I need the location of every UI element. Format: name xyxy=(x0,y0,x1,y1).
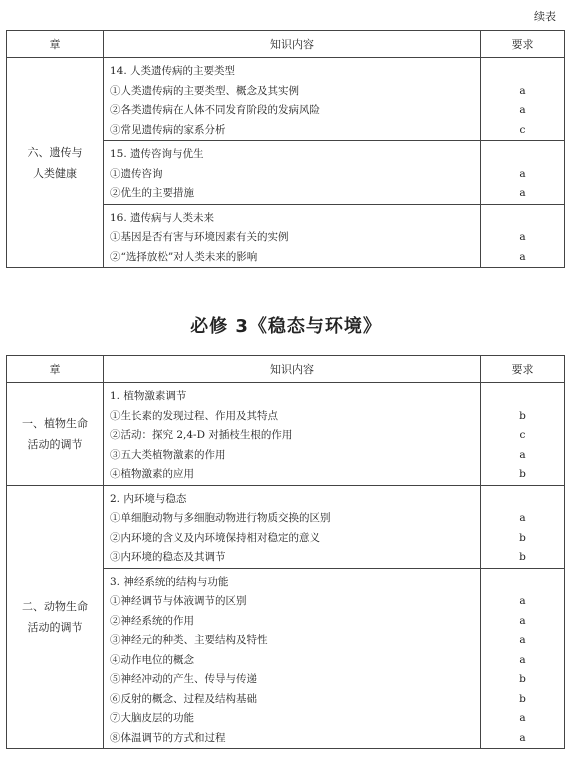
requirement-level: a xyxy=(519,448,526,461)
content-item: ③常见遗传病的家系分析 xyxy=(110,123,226,136)
requirement-cell xyxy=(481,383,565,486)
header-chapter: 章 xyxy=(7,356,104,383)
content-item: ⑤神经冲动的产生、传导与传递 xyxy=(110,673,257,685)
requirement-level: a xyxy=(519,187,526,199)
requirement-level: a xyxy=(519,104,526,116)
content-item: ④动作电位的概念 xyxy=(110,653,194,666)
requirement-level: a xyxy=(519,231,526,243)
requirement-level: a xyxy=(519,84,526,97)
requirement-cell xyxy=(481,485,565,568)
content-cell xyxy=(104,485,481,568)
header-requirement: 要求 xyxy=(481,31,565,58)
requirement-cell xyxy=(481,58,565,141)
group-title: 1. 植物激素调节 xyxy=(110,390,187,402)
chapter-cell xyxy=(7,58,104,268)
requirement-level: a xyxy=(519,250,526,263)
requirement-level: a xyxy=(519,712,526,724)
header-content: 知识内容 xyxy=(104,356,481,383)
content-item: ①生长素的发现过程、作用及其特点 xyxy=(110,409,278,422)
content-cell xyxy=(104,141,481,205)
requirement-level: a xyxy=(519,634,526,646)
content-item: ①人类遗传病的主要类型、概念及其实例 xyxy=(110,84,299,97)
requirement-level: a xyxy=(519,653,526,666)
chapter-name-line2: 活动的调节 xyxy=(27,620,83,634)
table-header-row xyxy=(7,31,565,58)
content-item: ③内环境的稳态及其调节 xyxy=(110,551,226,563)
group-title: 3. 神经系统的结构与功能 xyxy=(110,575,229,588)
table-row xyxy=(7,485,565,568)
content-item: ①神经调节与体液调节的区别 xyxy=(110,595,247,607)
content-item: ②活动：探究 2,4-D 对插枝生根的作用 xyxy=(110,429,293,441)
requirement-level: b xyxy=(519,531,526,544)
chapter-name-line2: 活动的调节 xyxy=(27,437,83,451)
table-heredity-health xyxy=(6,30,565,268)
chapter-cell xyxy=(7,485,104,749)
requirement-level: b xyxy=(519,692,526,705)
continued-label: 续表 xyxy=(534,10,556,23)
requirement-level: a xyxy=(519,512,526,524)
content-cell xyxy=(104,204,481,268)
requirement-level: a xyxy=(519,167,526,180)
requirement-level: c xyxy=(519,429,526,441)
requirement-level: b xyxy=(519,551,526,563)
chapter-name-line1: 二、动物生命 xyxy=(22,599,88,613)
content-item: ③五大类植物激素的作用 xyxy=(110,448,226,461)
header-requirement: 要求 xyxy=(481,356,565,383)
content-item: ①单细胞动物与多细胞动物进行物质交换的区别 xyxy=(110,512,331,524)
content-item: ②各类遗传病在人体不同发育阶段的发病风险 xyxy=(110,104,320,116)
content-item: ②神经系统的作用 xyxy=(110,614,194,627)
content-item: ②优生的主要措施 xyxy=(110,187,194,199)
content-cell xyxy=(104,568,481,749)
group-title: 15. 遗传咨询与优生 xyxy=(110,148,204,160)
requirement-level: b xyxy=(519,468,526,480)
content-item: ⑦大脑皮层的功能 xyxy=(110,712,194,724)
requirement-level: c xyxy=(519,123,526,136)
group-title: 16. 遗传病与人类未来 xyxy=(110,211,215,224)
requirement-cell xyxy=(481,568,565,749)
content-item: ①基因是否有害与环境因素有关的实例 xyxy=(110,231,289,243)
content-item: ②“选择放松”对人类未来的影响 xyxy=(110,250,258,263)
table-row xyxy=(7,383,565,486)
content-item: ②内环境的含义及内环境保持相对稳定的意义 xyxy=(110,531,320,544)
chapter-name-line1: 六、遗传与 xyxy=(27,145,83,159)
requirement-level: b xyxy=(519,409,526,422)
requirement-cell xyxy=(481,204,565,268)
table-row xyxy=(7,58,565,141)
table-homeostasis-environment xyxy=(6,355,565,749)
header-content: 知识内容 xyxy=(104,31,481,58)
chapter-cell xyxy=(7,383,104,486)
content-item: ⑥反射的概念、过程及结构基础 xyxy=(110,692,257,705)
requirement-level: a xyxy=(519,595,526,607)
chapter-name-line1: 一、植物生命 xyxy=(22,416,88,430)
content-item: ③神经元的种类、主要结构及特性 xyxy=(110,634,268,646)
requirement-level: a xyxy=(519,614,526,627)
group-title: 2. 内环境与稳态 xyxy=(110,492,187,505)
requirement-level: a xyxy=(519,731,526,744)
requirement-level: b xyxy=(519,673,526,685)
content-cell xyxy=(104,58,481,141)
chapter-name-line2: 人类健康 xyxy=(33,166,77,180)
content-item: ④植物激素的应用 xyxy=(110,468,194,480)
header-chapter: 章 xyxy=(7,31,104,58)
table-header-row xyxy=(7,356,565,383)
requirement-cell xyxy=(481,141,565,205)
content-item: ⑧体温调节的方式和过程 xyxy=(110,731,226,744)
group-title: 14. 人类遗传病的主要类型 xyxy=(110,65,236,77)
content-item: ①遗传咨询 xyxy=(110,167,163,180)
content-cell xyxy=(104,383,481,486)
section-title: 必修 3《稳态与环境》 xyxy=(190,316,382,337)
